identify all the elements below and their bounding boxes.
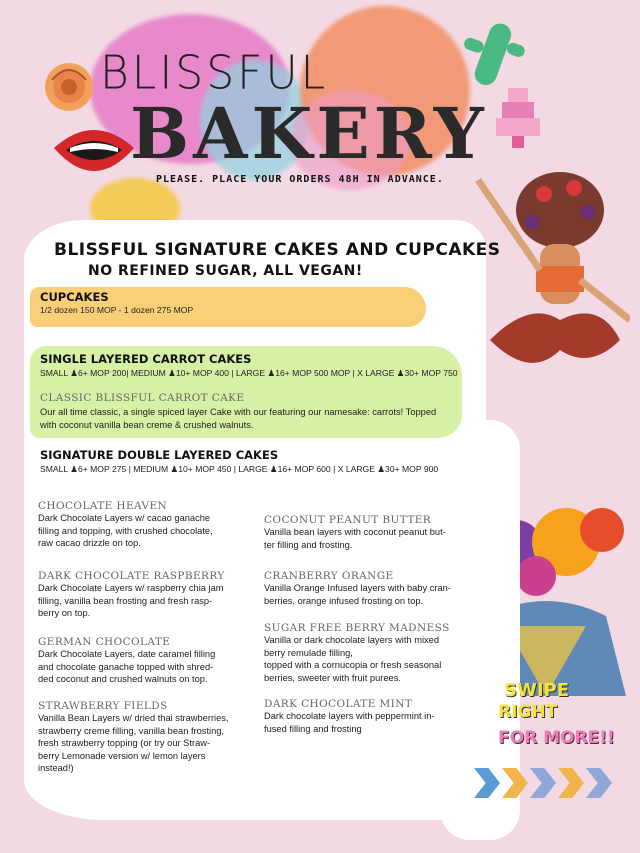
cake-item-line: berries, sweeter with fruit purees. (264, 672, 401, 683)
for-more-text: FOR MORE!! (498, 728, 615, 748)
lips-icon (50, 118, 138, 188)
cake-item-line: instead!) (38, 763, 74, 774)
cake-item (264, 622, 474, 698)
cake-item-line: topped with a cornucopia or fresh seasonal (264, 660, 442, 671)
chevron-right-icon (530, 768, 556, 798)
cake-item-line: filling and topping, with crushed chocolate, (38, 525, 213, 536)
cake-item-line: ter filling and frosting. (264, 539, 353, 550)
cake-item (38, 636, 258, 700)
cake-item-title: CHOCOLATE HEAVEN (38, 500, 168, 512)
cake-list-right (264, 514, 474, 735)
cake-item-title: CRANBERRY ORANGE (264, 570, 394, 582)
single-layered-prices: SMALL ♟6+ MOP 200| MEDIUM ♟10+ MOP 400 | LARGE ♟16+ MOP 500 MOP | X LARGE ♟30+ MOP 750 (40, 368, 458, 378)
cake-item-line: berry Lemonade version w/ lemon layers (38, 750, 206, 761)
cake-item-line: Dark chocolate layers with peppermint in- (264, 711, 435, 721)
cake-item-title: DARK CHOCOLATE RASPBERRY (38, 570, 225, 582)
cake-item-title: SUGAR FREE BERRY MADNESS (264, 622, 450, 634)
cake-item-line: filling, vanilla bean frosting and fresh rasp- (38, 595, 213, 606)
cake-item-line: strawberry creme filling, vanilla bean frosting, (38, 725, 225, 736)
chevron-right-icon (502, 768, 528, 798)
cupcakes-heading: CUPCAKES (40, 290, 109, 304)
tiered-cake-icon (490, 86, 546, 150)
brand-title-line1: BLISSFUL (100, 46, 329, 101)
single-layered-heading: SINGLE LAYERED CARROT CAKES (40, 352, 252, 366)
chevron-right-icon (474, 768, 500, 798)
cake-item-line: berry on top. (38, 608, 91, 619)
cake-item-line: and chocolate ganache topped with shred- (38, 661, 214, 672)
right-text: RIGHT (498, 702, 558, 722)
brand-title-line2: BAKERY (130, 92, 488, 175)
chevron-right-icon (586, 768, 612, 798)
cake-item (264, 570, 474, 622)
cake-item-line: Vanilla bean layers with coconut peanut but- (264, 527, 446, 537)
cake-item-line: Dark Chocolate Layers w/ cacao ganache (38, 513, 211, 523)
cake-item-line: berry remulade filling, (264, 647, 353, 658)
classic-carrot-cake-desc-1: Our all time classic, a single spiced layer Cake with our featuring our namesake: carrots! Topped (40, 407, 437, 417)
classic-carrot-cake-desc-2: with coconut vanilla bean creme & crushed walnuts. (40, 420, 254, 430)
cake-list-left (38, 500, 258, 775)
cake-item-title: DARK CHOCOLATE MINT (264, 698, 413, 710)
cake-item-line: fresh strawberry topping (or try our Straw- (38, 738, 211, 749)
cake-item-line: berries, orange infused frosting on top. (264, 595, 424, 606)
cake-item-title: GERMAN CHOCOLATE (38, 636, 171, 648)
menu-title: BLISSFUL SIGNATURE CAKES AND CUPCAKES (54, 240, 501, 260)
cake-item-title: STRAWBERRY FIELDS (38, 700, 168, 712)
cupcakes-prices: 1/2 dozen 150 MOP - 1 dozen 275 MOP (40, 305, 194, 315)
collage-dancer-figure (470, 170, 630, 410)
double-layered-prices: SMALL ♟6+ MOP 275 | MEDIUM ♟10+ MOP 450 | LARGE ♟16+ MOP 600 | X LARGE ♟30+ MOP 900 (40, 464, 439, 474)
cake-item-line: Vanilla Bean Layers w/ dried thai strawberries, (38, 713, 229, 723)
cake-item-line: fused filling and frosting (264, 723, 362, 734)
cake-item-line: raw cacao drizzle on top. (38, 538, 141, 549)
cake-item (38, 570, 258, 636)
cake-item (38, 700, 258, 775)
cake-item-line: Dark Chocolate Layers, date caramel filling (38, 649, 216, 659)
cake-item (264, 698, 474, 735)
classic-carrot-cake-title: CLASSIC BLISSFUL CARROT CAKE (40, 392, 245, 404)
cake-item-line: Vanilla or dark chocolate layers with mixed (264, 635, 439, 645)
cake-item (264, 514, 474, 570)
double-layered-heading: SIGNATURE DOUBLE LAYERED CAKES (40, 448, 279, 462)
cake-item-line: Vanilla Orange Infused layers with baby cran- (264, 583, 451, 593)
menu-subtitle: NO REFINED SUGAR, ALL VEGAN! (88, 263, 363, 279)
swipe-arrows[interactable] (474, 768, 624, 798)
cactus-icon (456, 18, 528, 90)
cake-item-line: Dark Chocolate Layers w/ raspberry chia jam (38, 583, 224, 593)
rose-icon (42, 60, 96, 114)
cake-item-line: ded coconut and crushed walnuts on top. (38, 674, 208, 685)
cake-item-title: COCONUT PEANUT BUTTER (264, 514, 432, 526)
cake-item (38, 500, 258, 570)
swipe-text: SWIPE (504, 680, 570, 701)
order-notice: PLEASE. PLACE YOUR ORDERS 48H IN ADVANCE. (156, 174, 444, 185)
chevron-right-icon (558, 768, 584, 798)
